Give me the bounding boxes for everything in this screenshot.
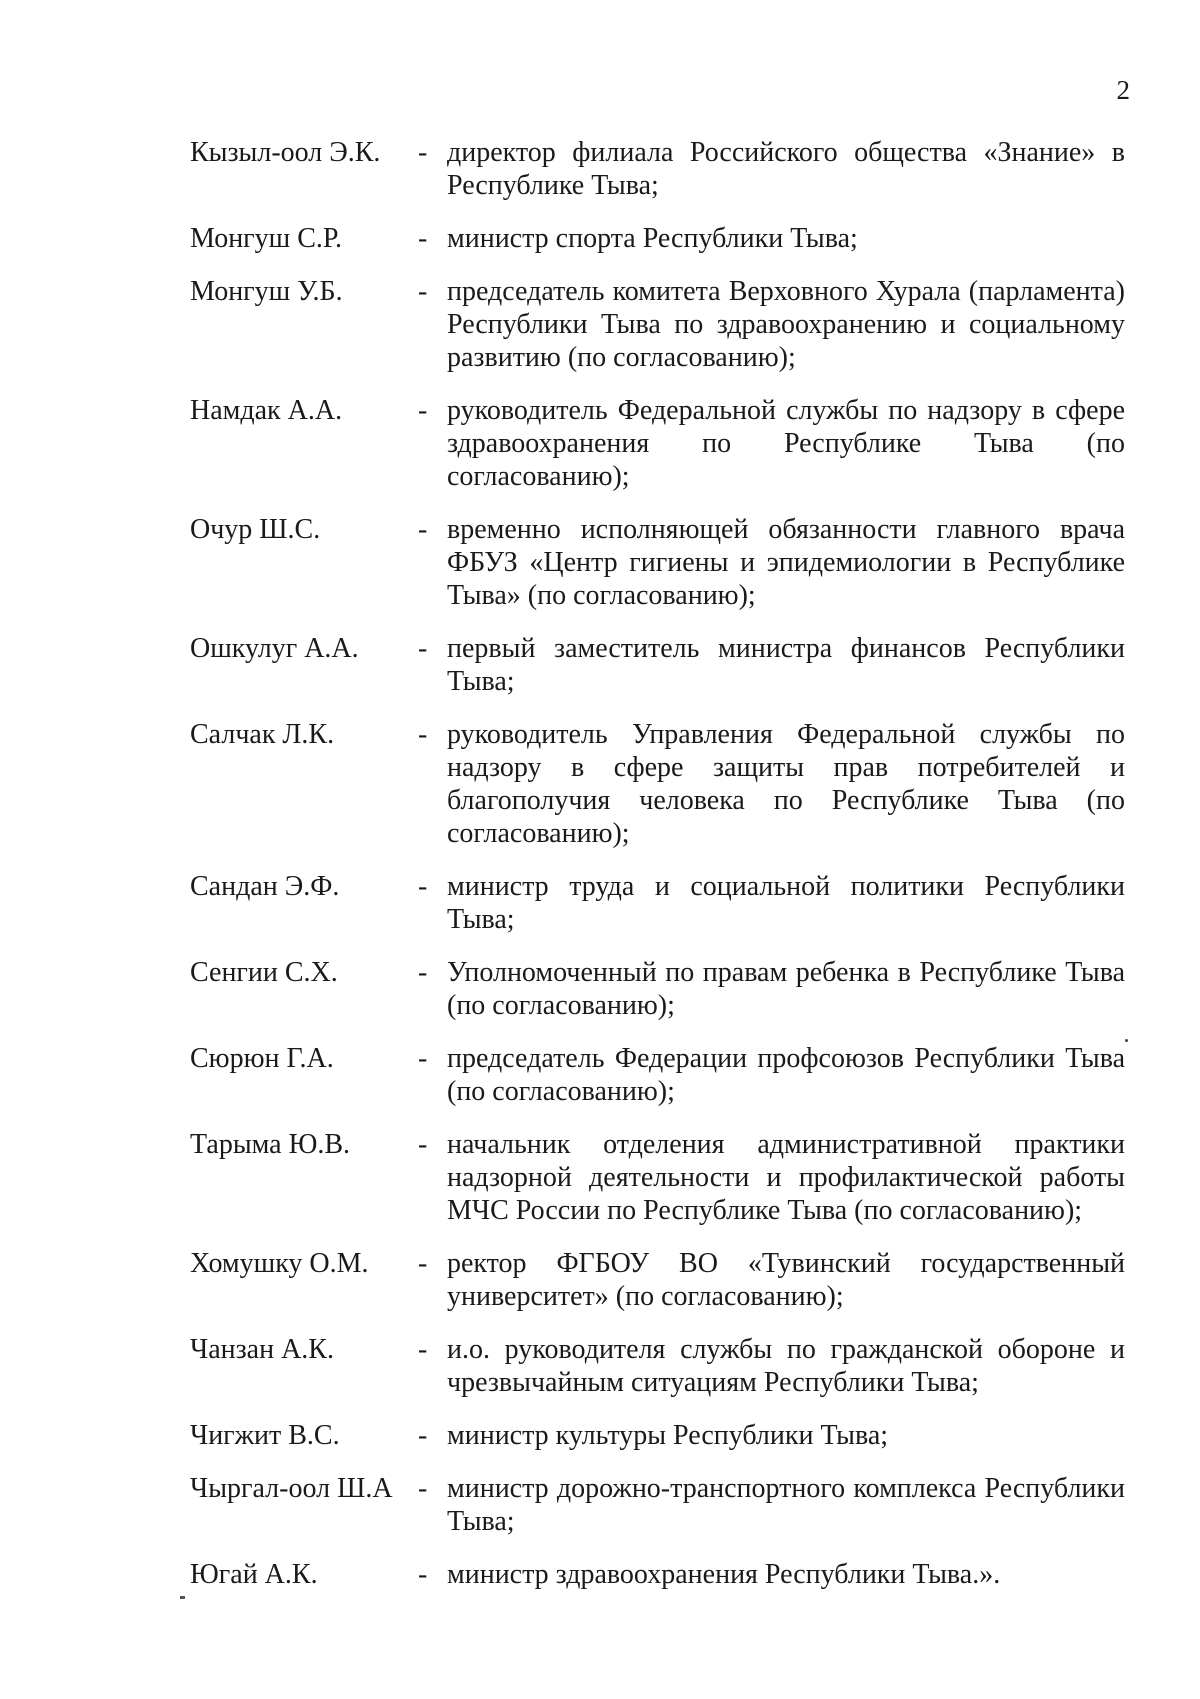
member-name: Чанзан А.К.	[190, 1334, 334, 1365]
dash-separator: -	[418, 1129, 428, 1160]
member-name: Намдак А.А.	[190, 395, 343, 426]
member-name: Монгуш С.Р.	[190, 223, 342, 254]
member-name: Очур Ш.С.	[190, 514, 321, 545]
dash-separator: -	[418, 719, 428, 750]
member-role: руководитель Управления Федеральной службы по надзору в сфере защиты прав потребителей и благополучия человека по Республике Тыва (по согласованию);	[447, 719, 1125, 849]
member-name: Ошкулуг А.А.	[190, 633, 359, 664]
member-role: министр здравоохранения Республики Тыва.».	[447, 1559, 1001, 1590]
dash-separator: -	[418, 514, 428, 545]
list-item	[190, 632, 1125, 698]
member-role: Уполномоченный по правам ребенка в Республике Тыва (по согласованию);	[447, 957, 1125, 1021]
list-item	[190, 1128, 1125, 1227]
list-item	[190, 513, 1125, 612]
list-item	[190, 1247, 1125, 1313]
list-item	[190, 870, 1125, 936]
member-role: министр дорожно-транспортного комплекса Республики Тыва;	[447, 1473, 1125, 1537]
list-item	[190, 1558, 1125, 1591]
member-name: Сюрюн Г.А.	[190, 1043, 334, 1074]
member-role: министр культуры Республики Тыва;	[447, 1420, 889, 1451]
member-name: Хомушку О.М.	[190, 1248, 369, 1279]
list-item	[190, 1042, 1125, 1108]
member-name: Тарыма Ю.В.	[190, 1129, 351, 1160]
list-item	[190, 275, 1125, 374]
list-item	[190, 718, 1125, 850]
dash-separator: -	[418, 1473, 428, 1504]
member-name: Чигжит В.С.	[190, 1420, 340, 1451]
dash-separator: -	[418, 1420, 428, 1451]
scan-artifact	[1125, 1039, 1128, 1042]
member-role: руководитель Федеральной службы по надзору в сфере здравоохранения по Республике Тыва (по согласованию);	[447, 395, 1125, 492]
dash-separator: -	[418, 276, 428, 307]
scan-artifact	[180, 1596, 185, 1599]
dash-separator: -	[418, 1559, 428, 1590]
dash-separator: -	[418, 1043, 428, 1074]
member-name: Югай А.К.	[190, 1559, 318, 1590]
dash-separator: -	[418, 871, 428, 902]
list-item	[190, 222, 1125, 255]
member-name: Сандан Э.Ф.	[190, 871, 340, 902]
page-number: 2	[1116, 75, 1130, 105]
members-list	[190, 136, 1125, 1611]
list-item	[190, 1419, 1125, 1452]
member-role: министр спорта Республики Тыва;	[447, 223, 858, 254]
list-item	[190, 136, 1125, 202]
member-role: ректор ФГБОУ ВО «Тувинский государственный университет» (по согласованию);	[447, 1248, 1125, 1312]
dash-separator: -	[418, 223, 428, 254]
list-item	[190, 956, 1125, 1022]
dash-separator: -	[418, 395, 428, 426]
member-role: и.о. руководителя службы по гражданской обороне и чрезвычайным ситуациям Республики Тыва;	[447, 1334, 1125, 1398]
member-name: Монгуш У.Б.	[190, 276, 343, 307]
dash-separator: -	[418, 1334, 428, 1365]
member-name: Салчак Л.К.	[190, 719, 335, 750]
dash-separator: -	[418, 137, 428, 168]
member-name: Сенгии С.Х.	[190, 957, 338, 988]
member-role: первый заместитель министра финансов Республики Тыва;	[447, 633, 1125, 697]
member-role: министр труда и социальной политики Республики Тыва;	[447, 871, 1125, 935]
member-role: временно исполняющей обязанности главного врача ФБУЗ «Центр гигиены и эпидемиологии в Республике Тыва» (по согласованию);	[447, 514, 1125, 611]
member-role: председатель Федерации профсоюзов Республики Тыва (по согласованию);	[447, 1043, 1125, 1107]
dash-separator: -	[418, 1248, 428, 1279]
member-name: Чыргал-оол Ш.А	[190, 1473, 393, 1504]
member-name: Кызыл-оол Э.К.	[190, 137, 381, 168]
member-role: председатель комитета Верховного Хурала (парламента) Республики Тыва по здравоохранению и социальному развитию (по согласованию);	[447, 276, 1125, 373]
dash-separator: -	[418, 957, 428, 988]
list-item	[190, 1472, 1125, 1538]
list-item	[190, 1333, 1125, 1399]
dash-separator: -	[418, 633, 428, 664]
member-role: директор филиала Российского общества «Знание» в Республике Тыва;	[447, 137, 1125, 201]
list-item	[190, 394, 1125, 493]
member-role: начальник отделения административной практики надзорной деятельности и профилактической работы МЧС России по Республике Тыва (по согласованию);	[447, 1129, 1125, 1226]
